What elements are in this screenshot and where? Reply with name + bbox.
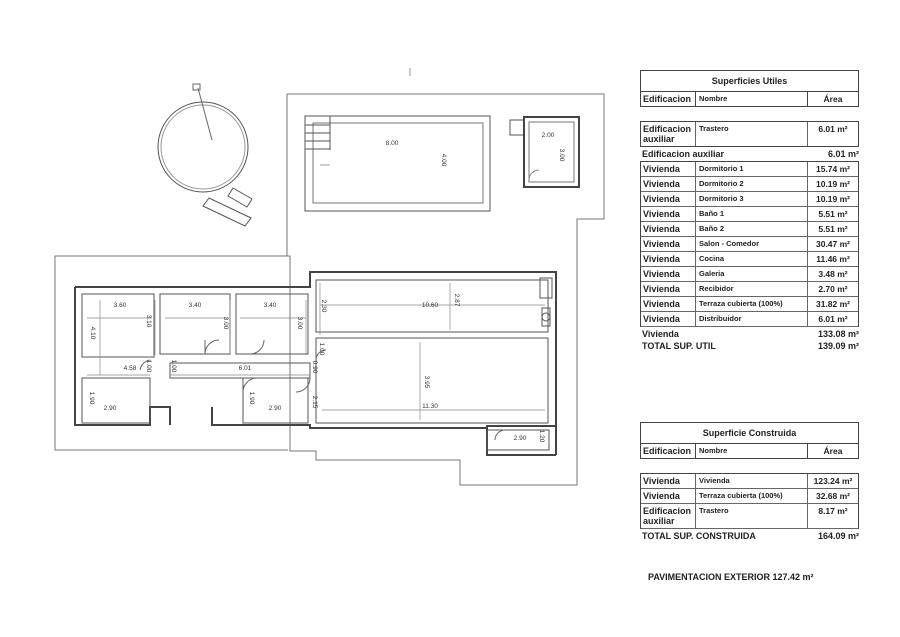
round-pool-shape [158,102,248,192]
dim-24: 2.90 [513,435,527,442]
table-row [641,489,858,504]
table-row [641,252,858,267]
dim-19: 10.60 [421,302,439,309]
row-area: 3.48 m² [818,269,848,279]
row-nombre: Terraza cubierta (100%) [696,489,808,503]
superficies-utiles-table [640,70,859,351]
row-tipo: Vivienda [641,474,696,488]
row-nombre: Terraza cubierta (100%) [696,297,808,311]
table-row [641,207,858,222]
row-tipo: Vivienda [641,489,696,503]
row-area: 2.70 m² [818,284,848,294]
aux-total-row [640,149,859,159]
aux-total-area: 6.01 m² [827,149,859,159]
dim-9: 6.01 [238,365,252,372]
dim-2: 3.40 [188,302,202,309]
dim-annex-h: 3.00 [558,148,565,162]
table-row [640,121,859,147]
row-nombre: Salon - Comedor [696,237,808,251]
row-nombre: Trastero [696,504,808,528]
vivienda-total-area: 133.08 m² [817,329,859,339]
total-util-row [640,341,859,351]
dim-17: 2.15 [311,395,318,409]
row-area: 10.19 m² [815,194,851,204]
table-row [641,474,858,489]
row-nombre: Trastero [696,122,808,146]
dim-8: 4.58 [123,365,137,372]
row-nombre: Galeria [696,267,808,281]
utiles-rows [640,161,859,327]
row-nombre: Baño 2 [696,222,808,236]
dim-18: 2.30 [320,299,327,313]
dim-22: 3.95 [423,375,430,389]
pavimentacion-exterior: PAVIMENTACION EXTERIOR 127.42 m² [648,572,814,582]
vivienda-total-row [640,329,859,339]
col-nombre: Nombre [696,444,808,458]
table-row [641,297,858,312]
row-tipo: Vivienda [641,267,696,281]
superficie-construida-table [640,422,859,541]
dim-16: 2.90 [268,405,282,412]
row-area: 31.82 m² [815,299,851,309]
utiles-header-row [640,92,859,107]
row-area: 10.19 m² [815,179,851,189]
dim-20: 2.87 [453,293,460,307]
dim-pool-length: 8.00 [385,140,399,147]
dim-1: 3.60 [113,302,127,309]
aux-total-label: Edificacion auxiliar [642,149,725,159]
row-nombre: Dormitorio 2 [696,177,808,191]
row-tipo: Vivienda [641,297,696,311]
row-tipo: Edificacion auxiliar [641,122,696,146]
row-area: 123.24 m² [813,476,853,486]
row-tipo: Vivienda [641,237,696,251]
loungers [203,188,252,226]
table-row [641,282,858,297]
row-tipo: Vivienda [641,222,696,236]
row-tipo: Vivienda [641,177,696,191]
row-tipo: Vivienda [641,282,696,296]
total-construida-label: TOTAL SUP. CONSTRUIDA [642,531,756,541]
total-util-area: 139.09 m² [817,341,859,351]
dim-15: 1.90 [248,391,255,405]
dim-6: 3.00 [222,316,229,330]
col-area: Área [823,94,843,104]
row-area: 5.51 m² [818,224,848,234]
dim-pool-width: 4.00 [440,153,447,167]
table-row [641,222,858,237]
row-area: 32.68 m² [815,491,851,501]
row-tipo: Edificacion auxiliar [641,504,696,528]
row-area: 15.74 m² [815,164,851,174]
row-area: 6.01 m² [818,314,848,324]
dim-14: 2.90 [103,405,117,412]
dim-10: 1.00 [145,359,152,373]
row-nombre: Vivienda [696,474,808,488]
table-row [641,504,858,529]
dim-annex-w: 2.00 [541,132,555,139]
row-tipo: Vivienda [641,162,696,176]
table-row [641,162,858,177]
col-area: Área [823,446,843,456]
row-nombre: Dormitorio 3 [696,192,808,206]
col-edificacion: Edificacion [641,444,696,458]
col-nombre: Nombre [696,92,808,106]
dim-23: 11.30 [422,403,438,410]
vivienda-total-label: Vivienda [642,329,679,339]
table-row [641,237,858,252]
row-nombre: Recibidor [696,282,808,296]
row-area: 30.47 m² [815,239,851,249]
total-construida-row [640,531,859,541]
row-tipo: Vivienda [641,207,696,221]
row-area: 8.17 m² [818,506,848,516]
construida-header-row [640,444,859,459]
dim-7: 3.00 [296,316,303,330]
utiles-title: Superficies Utiles [640,70,859,92]
row-tipo: Vivienda [641,312,696,326]
row-nombre: Dormitorio 1 [696,162,808,176]
dim-11: 1.00 [170,359,177,373]
table-row [641,312,858,327]
dim-13: 1.90 [88,391,95,405]
col-edificacion: Edificacion [641,92,696,106]
total-construida-area: 164.09 m² [817,531,859,541]
storage-annex [510,117,579,187]
dim-12: 0.90 [311,360,318,374]
row-nombre: Baño 1 [696,207,808,221]
row-nombre: Distribuidor [696,312,808,326]
row-area: 11.46 m² [816,254,850,264]
total-util-label: TOTAL SUP. UTIL [642,341,716,351]
row-area: 6.01 m² [818,124,848,134]
row-tipo: Vivienda [641,192,696,206]
construida-rows [640,473,859,529]
dim-21: 1.00 [318,342,325,356]
dim-5: 3.10 [145,314,152,328]
round-pool-inner [161,105,245,189]
pool [305,116,490,211]
table-row [641,177,858,192]
construida-title: Superficie Construida [640,422,859,444]
row-area: 5.51 m² [818,209,848,219]
dim-25: 1.20 [538,429,545,443]
row-nombre: Cocina [696,252,808,266]
table-row [641,267,858,282]
dim-3: 3.40 [263,302,277,309]
table-row [641,192,858,207]
row-tipo: Vivienda [641,252,696,266]
dim-4: 4.10 [89,326,96,340]
